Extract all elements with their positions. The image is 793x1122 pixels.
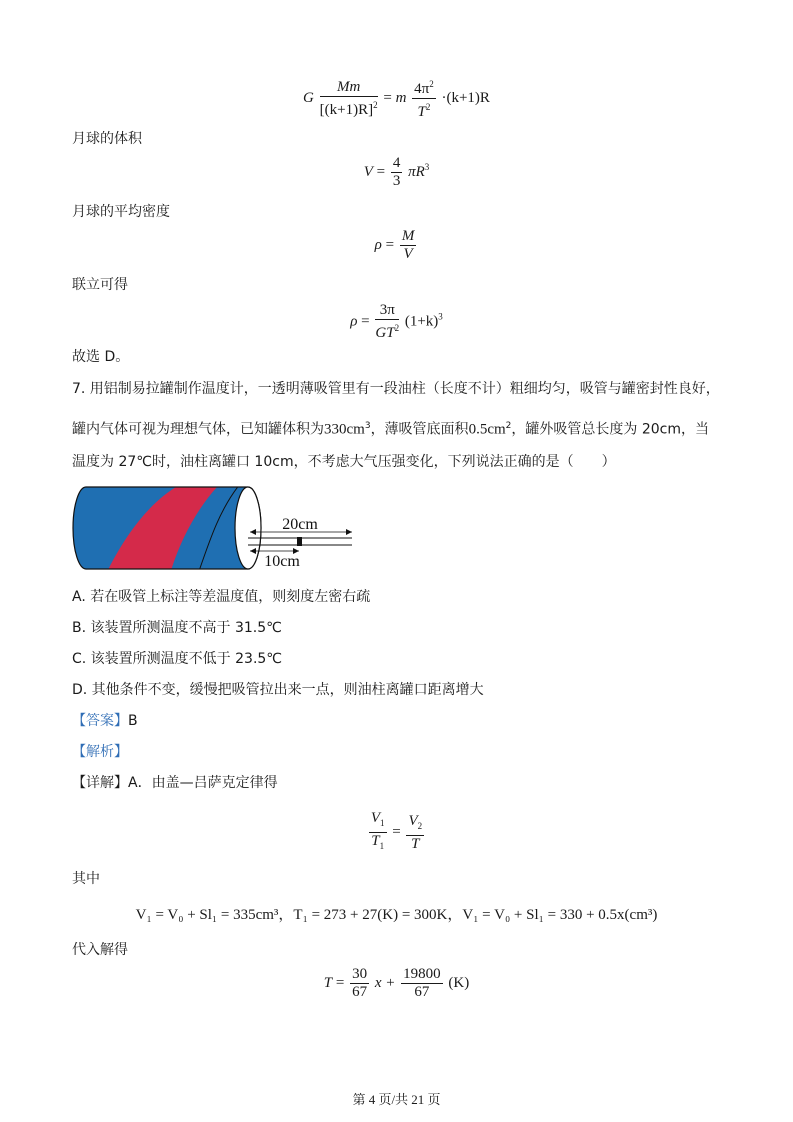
eq-equals: = xyxy=(335,974,345,991)
eq-fraction xyxy=(320,79,378,119)
eq-equals: = xyxy=(361,313,370,330)
label-where: 其中 xyxy=(72,871,100,887)
answer-line xyxy=(72,712,138,730)
arrowhead-right xyxy=(346,529,352,535)
answer-value: B xyxy=(128,713,138,729)
label-density: 月球的平均密度 xyxy=(72,204,170,220)
eq-fraction xyxy=(406,813,424,853)
eq-fraction xyxy=(369,810,387,855)
eq-numerator: 4π xyxy=(414,81,430,97)
eq-exponent: 3 xyxy=(438,311,443,322)
eq-symbol: T xyxy=(323,974,333,991)
eq-symbol: ρ xyxy=(374,236,382,253)
eq-middle: x + xyxy=(374,974,396,991)
eq-fraction xyxy=(391,155,403,190)
eq-numerator: 19800 xyxy=(403,966,441,982)
oil-column xyxy=(297,537,302,546)
can-mouth xyxy=(235,487,261,569)
equation-gay-lussac xyxy=(0,810,793,855)
label-10cm: 10cm xyxy=(264,553,300,570)
eq-symbol: G xyxy=(303,89,314,106)
q7-text: 罐内气体可视为理想气体，已知罐体积为 xyxy=(72,421,324,438)
detail-text: A．由盖—吕萨克定律得 xyxy=(128,775,278,791)
equation-gravity xyxy=(0,76,793,121)
eq-exponent: 2 xyxy=(394,323,400,333)
eq-numerator: V xyxy=(370,810,381,826)
eq-fraction xyxy=(350,966,369,1001)
eq-numerator: 3π xyxy=(375,302,399,320)
eq-denominator: T xyxy=(411,835,420,852)
eq-exponent: 2 xyxy=(373,99,378,110)
eq-denominator: T xyxy=(417,104,426,120)
eq-denominator: 67 xyxy=(352,984,368,1000)
eq-numerator: Mm xyxy=(320,79,378,97)
equation-temperature xyxy=(0,966,793,1001)
eq-fraction xyxy=(401,966,443,1001)
eq-symbol: m xyxy=(395,89,407,106)
option-b: B. 该装置所测温度不高于 31.5℃ xyxy=(72,620,282,636)
answer-tag: 【答案】 xyxy=(72,713,128,729)
option-d: D. 其他条件不变，缓慢把吸管拉出来一点，则油柱离罐口距离增大 xyxy=(72,682,484,698)
eq-denominator: V xyxy=(403,246,413,262)
q7-area-exp: 2 xyxy=(505,421,512,431)
eq-equals: = xyxy=(383,89,392,106)
eq-numerator: 30 xyxy=(352,966,368,982)
eq-equals: = xyxy=(376,163,386,180)
eq-equals: = xyxy=(385,236,395,253)
eq-exponent: 3 xyxy=(424,161,430,172)
eq-exponent: 2 xyxy=(429,79,434,89)
eq-tail: ·(k+1)R xyxy=(441,89,490,106)
eq-fraction xyxy=(412,76,436,121)
q7-area: 0.5cm xyxy=(468,421,506,438)
eq-symbol: ρ xyxy=(350,313,358,330)
label-volume: 月球的体积 xyxy=(72,131,142,147)
choose-d: 故选 D。 xyxy=(72,349,130,365)
label-20cm: 20cm xyxy=(282,516,318,533)
equation-volume xyxy=(0,155,793,190)
option-a: A. 若在吸管上标注等差温度值，则刻度左密右疏 xyxy=(72,589,371,605)
eq-fraction xyxy=(400,228,417,263)
eq-subscript: 1 xyxy=(379,841,385,851)
eq-denominator: 67 xyxy=(414,984,430,1000)
q7-text: ，薄吸管底面积 xyxy=(370,421,469,438)
eq-tail: (1+k) xyxy=(404,313,439,330)
question-7-line-2 xyxy=(72,417,709,439)
eq-subscript: 1 xyxy=(380,818,385,828)
analysis-tag: 【解析】 xyxy=(72,744,128,760)
label-combine: 联立可得 xyxy=(72,277,128,293)
detail-tag: 【详解】 xyxy=(72,775,128,791)
detail-line xyxy=(72,774,278,792)
q7-volume-exp: 3 xyxy=(364,421,371,431)
eq-numerator: V xyxy=(408,812,418,829)
eq-denominator: [(k+1)R] xyxy=(319,101,374,118)
can-thermometer-figure xyxy=(70,484,360,574)
eq-denominator: 3 xyxy=(392,173,401,189)
question-7-line-1: 7. 用铝制易拉罐制作温度计，一透明薄吸管里有一段油柱（长度不计）粗细均匀，吸管与罐密封性良好， xyxy=(72,381,720,397)
equation-density xyxy=(0,228,793,263)
page-footer: 第 4 页/共 21 页 xyxy=(352,1092,441,1107)
equation-result xyxy=(0,302,793,342)
eq-fraction xyxy=(375,302,399,342)
eq-denominator: T xyxy=(371,833,380,849)
eq-numerator: 4 xyxy=(392,155,401,171)
eq-tail: πR xyxy=(408,163,425,180)
eq-tail: (K) xyxy=(448,974,470,991)
q7-volume: 330cm xyxy=(324,421,365,438)
eq-exponent: 2 xyxy=(425,102,431,112)
eq-denominator: GT xyxy=(375,325,395,341)
q7-text: ，罐外吸管总长度为 20cm，当 xyxy=(511,421,709,438)
question-7-line-3: 温度为 27℃时，油柱离罐口 10cm，不考虑大气压强变化，下列说法正确的是（ ） xyxy=(72,454,616,470)
option-c: C. 该装置所测温度不低于 23.5℃ xyxy=(72,651,283,667)
eq-equals: = xyxy=(392,823,401,840)
eq-subscript: 2 xyxy=(417,820,423,831)
label-solve: 代入解得 xyxy=(72,942,128,958)
eq-symbol: V xyxy=(363,163,373,180)
eq-numerator: M xyxy=(401,228,415,244)
equation-values: V₁ = V₀ + Sl₁ = 335cm³，T₁ = 273 + 27(K) = 300K，V₁ = V₀ + Sl₁ = 330 + 0.5x(cm³) xyxy=(135,907,658,923)
